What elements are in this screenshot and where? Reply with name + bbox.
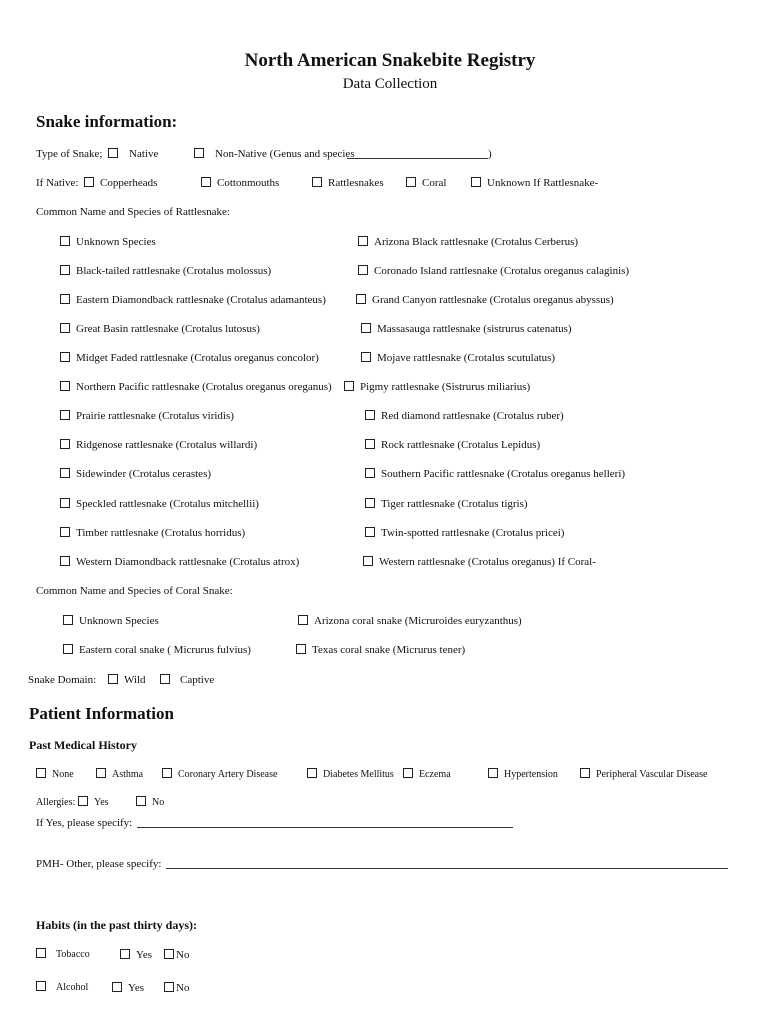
rattlesnake-checkbox[interactable]	[365, 527, 375, 537]
rattlesnake-label: Great Basin rattlesnake (Crotalus lutosus)	[76, 323, 260, 335]
unknown-checkbox[interactable]	[471, 177, 481, 187]
native-option-cottonmouths[interactable]	[201, 176, 279, 190]
native-label: Native	[129, 148, 159, 160]
rattlesnake-checkbox[interactable]	[60, 439, 70, 449]
page-subtitle: Data Collection	[342, 76, 438, 92]
rattlesnake-label: Timber rattlesnake (Crotalus horridus)	[76, 527, 246, 539]
rattlesnake-checkbox[interactable]	[60, 468, 70, 478]
rattlesnake-checkbox[interactable]	[358, 265, 368, 275]
rattlesnake-label: Tiger rattlesnake (Crotalus tigris)	[381, 498, 528, 510]
allergies-option-yes[interactable]	[78, 796, 109, 810]
tobacco-yes-option[interactable]	[120, 948, 152, 962]
rattlesnake-checkbox[interactable]	[60, 352, 70, 362]
alcohol-yes-label: Yes	[128, 982, 145, 994]
tobacco-option[interactable]	[36, 948, 90, 962]
copperheads-checkbox[interactable]	[84, 177, 94, 187]
rattlesnake-label: Ridgenose rattlesnake (Crotalus willardi)	[76, 439, 258, 451]
allergies-option-no[interactable]	[136, 796, 164, 810]
alcohol-label: Alcohol	[56, 982, 89, 993]
rattlesnake-option[interactable]	[365, 497, 528, 511]
coral-option[interactable]	[298, 614, 522, 628]
rattlesnake-checkbox[interactable]	[344, 381, 354, 391]
rattlesnake-label: Arizona Black rattlesnake (Crotalus Cerberus)	[374, 236, 579, 248]
rattlesnake-checkbox[interactable]	[365, 410, 375, 420]
alcohol-no-option[interactable]	[164, 981, 189, 995]
rattlesnake-option[interactable]	[60, 497, 259, 511]
rattlesnake-label: Southern Pacific rattlesnake (Crotalus oreganus helleri)	[381, 468, 626, 480]
rattlesnake-checkbox[interactable]	[60, 527, 70, 537]
rattlesnake-option[interactable]	[60, 322, 260, 336]
allergies-yes-label: Yes	[94, 797, 109, 808]
rattlesnake-label: Northern Pacific rattlesnake (Crotalus oreganus oreganus)	[76, 381, 332, 393]
rattlesnakes-checkbox[interactable]	[312, 177, 322, 187]
coral-checkbox[interactable]	[406, 177, 416, 187]
if-yes-specify-label: If Yes, please specify:	[36, 817, 133, 829]
rattlesnake-checkbox[interactable]	[363, 556, 373, 566]
allergies-no-checkbox[interactable]	[136, 796, 146, 806]
rattlesnake-checkbox[interactable]	[365, 439, 375, 449]
rattlesnake-checkbox[interactable]	[361, 352, 371, 362]
native-checkbox[interactable]	[108, 148, 118, 158]
coral-species-checkbox[interactable]	[298, 615, 308, 625]
allergies-label: Allergies:	[36, 797, 76, 808]
rattlesnake-option[interactable]	[361, 351, 555, 365]
snake-domain-label: Snake Domain:	[28, 674, 97, 686]
tobacco-no-checkbox[interactable]	[164, 949, 174, 959]
hypertension-checkbox[interactable]	[488, 768, 498, 778]
non-native-checkbox[interactable]	[194, 148, 204, 158]
pmh-heading: Past Medical History	[29, 738, 137, 752]
wild-label: Wild	[124, 674, 146, 686]
alcohol-option[interactable]	[36, 981, 88, 995]
coral-species-checkbox[interactable]	[63, 615, 73, 625]
pmh-option-pvd[interactable]	[580, 768, 707, 782]
rattlesnake-label: Pigmy rattlesnake (Sistrurus miliarius)	[360, 381, 531, 393]
rattlesnake-checkbox[interactable]	[60, 498, 70, 508]
domain-option-wild[interactable]	[108, 673, 146, 687]
rattlesnake-label: Red diamond rattlesnake (Crotalus ruber)	[381, 410, 564, 422]
alcohol-yes-option[interactable]	[112, 981, 144, 995]
rattlesnake-option[interactable]	[356, 293, 614, 307]
rattlesnake-species-heading: Common Name and Species of Rattlesnake:	[36, 206, 230, 218]
asthma-label: Asthma	[112, 769, 144, 780]
rattlesnake-checkbox[interactable]	[60, 323, 70, 333]
coral-species-label: Eastern coral snake ( Micrurus fulvius)	[79, 644, 251, 656]
rattlesnake-checkbox[interactable]	[60, 236, 70, 246]
rattlesnake-label: Eastern Diamondback rattlesnake (Crotalus adamanteus)	[76, 294, 326, 306]
alcohol-checkbox[interactable]	[36, 981, 46, 991]
snake-type-native-option[interactable]	[108, 147, 158, 161]
tobacco-label: Tobacco	[56, 949, 90, 960]
page-title: North American Snakebite Registry	[244, 50, 536, 71]
pmh-option-diabetes[interactable]	[307, 768, 394, 782]
coral-option[interactable]	[296, 643, 465, 657]
native-option-coral[interactable]	[406, 176, 446, 190]
alcohol-yes-checkbox[interactable]	[112, 982, 122, 992]
rattlesnake-label: Western Diamondback rattlesnake (Crotalus atrox)	[76, 556, 300, 568]
patient-info-heading: Patient Information	[29, 704, 174, 723]
pmh-option-none[interactable]	[36, 768, 74, 782]
tobacco-checkbox[interactable]	[36, 948, 46, 958]
coral-species-checkbox[interactable]	[63, 644, 73, 654]
rattlesnake-option[interactable]	[60, 409, 234, 423]
rattlesnake-label: Rock rattlesnake (Crotalus Lepidus)	[381, 439, 541, 451]
rattlesnake-checkbox[interactable]	[60, 556, 70, 566]
rattlesnake-checkbox[interactable]	[365, 468, 375, 478]
rattlesnake-checkbox[interactable]	[60, 410, 70, 420]
snake-type-label: Type of Snake;	[36, 148, 103, 160]
rattlesnake-option[interactable]	[60, 235, 156, 249]
rattlesnake-option[interactable]	[365, 526, 564, 540]
pmh-option-cad[interactable]	[162, 768, 277, 782]
cad-label: Coronary Artery Disease	[178, 769, 278, 780]
hypertension-label: Hypertension	[504, 769, 558, 780]
habits-heading: Habits (in the past thirty days):	[36, 918, 198, 932]
pmh-option-hypertension[interactable]	[488, 768, 558, 782]
cottonmouths-label: Cottonmouths	[217, 177, 280, 189]
wild-checkbox[interactable]	[108, 674, 118, 684]
coral-species-label: Texas coral snake (Micrurus tener)	[312, 644, 466, 656]
rattlesnake-label: Grand Canyon rattlesnake (Crotalus oreganus abyssus)	[372, 294, 614, 306]
rattlesnake-label: Western rattlesnake (Crotalus oreganus) If Coral-	[379, 556, 596, 568]
tobacco-yes-checkbox[interactable]	[120, 949, 130, 959]
diabetes-label: Diabetes Mellitus	[323, 769, 394, 780]
pmh-other-label: PMH- Other, please specify:	[36, 858, 162, 870]
coral-species-label: Unknown Species	[79, 615, 159, 627]
non-native-species-field[interactable]	[347, 147, 488, 159]
alcohol-no-label: No	[176, 982, 190, 994]
rattlesnake-option[interactable]	[60, 293, 326, 307]
rattlesnake-label: Twin-spotted rattlesnake (Crotalus pricei)	[381, 527, 565, 539]
rattlesnake-option[interactable]	[365, 409, 564, 423]
pmh-option-eczema[interactable]	[403, 768, 451, 782]
cad-checkbox[interactable]	[162, 768, 172, 778]
rattlesnake-option[interactable]	[60, 467, 211, 481]
if-native-label: If Native:	[36, 177, 79, 189]
coral-option[interactable]	[63, 614, 159, 628]
rattlesnake-option[interactable]	[60, 380, 332, 394]
rattlesnake-label: Prairie rattlesnake (Crotalus viridis)	[76, 410, 234, 422]
none-checkbox[interactable]	[36, 768, 46, 778]
native-option-copperheads[interactable]	[84, 176, 157, 190]
pvd-label: Peripheral Vascular Disease	[596, 769, 708, 780]
coral-species-checkbox[interactable]	[296, 644, 306, 654]
rattlesnake-checkbox[interactable]	[361, 323, 371, 333]
rattlesnake-label: Sidewinder (Crotalus cerastes)	[76, 468, 212, 480]
non-native-label: Non-Native (Genus and species	[215, 148, 355, 160]
domain-option-captive[interactable]	[160, 673, 214, 687]
rattlesnake-option[interactable]	[60, 351, 319, 365]
pmh-other-field[interactable]	[166, 857, 728, 869]
tobacco-yes-label: Yes	[136, 949, 153, 961]
eczema-checkbox[interactable]	[403, 768, 413, 778]
rattlesnake-option[interactable]	[365, 467, 625, 481]
rattlesnake-checkbox[interactable]	[60, 265, 70, 275]
allergies-yes-checkbox[interactable]	[78, 796, 88, 806]
snake-info-heading: Snake information:	[36, 112, 178, 131]
rattlesnake-label: Massasauga rattlesnake (sistrurus catenatus)	[377, 323, 572, 335]
coral-species-heading: Common Name and Species of Coral Snake:	[36, 585, 233, 597]
captive-checkbox[interactable]	[160, 674, 170, 684]
rattlesnake-label: Speckled rattlesnake (Crotalus mitchellii)	[76, 498, 259, 510]
native-option-rattlesnakes[interactable]	[312, 176, 384, 190]
rattlesnake-checkbox[interactable]	[365, 498, 375, 508]
unknown-label: Unknown If Rattlesnake-	[487, 177, 599, 189]
alcohol-no-checkbox[interactable]	[164, 982, 174, 992]
copperheads-label: Copperheads	[100, 177, 158, 189]
rattlesnake-option[interactable]	[358, 264, 629, 278]
allergies-no-label: No	[152, 797, 165, 808]
rattlesnake-option[interactable]	[363, 555, 596, 569]
tobacco-no-label: No	[176, 949, 190, 961]
tobacco-no-option[interactable]	[164, 948, 189, 962]
rattlesnake-label: Midget Faded rattlesnake (Crotalus oreganus concolor)	[76, 352, 319, 364]
rattlesnake-checkbox[interactable]	[356, 294, 366, 304]
pmh-option-asthma[interactable]	[96, 768, 143, 782]
captive-label: Captive	[180, 674, 215, 686]
rattlesnake-option[interactable]	[60, 264, 271, 278]
rattlesnake-option[interactable]	[344, 380, 530, 394]
rattlesnake-option[interactable]	[361, 322, 572, 336]
rattlesnake-label: Black-tailed rattlesnake (Crotalus molossus)	[76, 265, 272, 277]
non-native-close-paren: )	[488, 148, 492, 160]
rattlesnake-option[interactable]	[358, 235, 578, 249]
rattlesnake-checkbox[interactable]	[60, 294, 70, 304]
rattlesnake-option[interactable]	[60, 555, 299, 569]
cottonmouths-checkbox[interactable]	[201, 177, 211, 187]
rattlesnake-label: Coronado Island rattlesnake (Crotalus oreganus calaginis)	[374, 265, 630, 277]
asthma-checkbox[interactable]	[96, 768, 106, 778]
rattlesnake-checkbox[interactable]	[358, 236, 368, 246]
rattlesnake-option[interactable]	[365, 438, 540, 452]
diabetes-checkbox[interactable]	[307, 768, 317, 778]
coral-species-label: Arizona coral snake (Micruroides euryzanthus)	[314, 615, 522, 627]
rattlesnake-option[interactable]	[60, 438, 257, 452]
eczema-label: Eczema	[419, 769, 451, 780]
rattlesnake-label: Unknown Species	[76, 236, 156, 248]
coral-option[interactable]	[63, 643, 251, 657]
rattlesnake-checkbox[interactable]	[60, 381, 70, 391]
pvd-checkbox[interactable]	[580, 768, 590, 778]
rattlesnakes-label: Rattlesnakes	[328, 177, 384, 189]
coral-label: Coral	[422, 177, 447, 189]
snake-type-non-native-option[interactable]	[194, 147, 355, 161]
allergies-specify-field[interactable]	[137, 816, 513, 828]
rattlesnake-label: Mojave rattlesnake (Crotalus scutulatus)	[377, 352, 556, 364]
none-label: None	[52, 769, 74, 780]
rattlesnake-option[interactable]	[60, 526, 245, 540]
native-option-unknown[interactable]	[471, 176, 598, 190]
